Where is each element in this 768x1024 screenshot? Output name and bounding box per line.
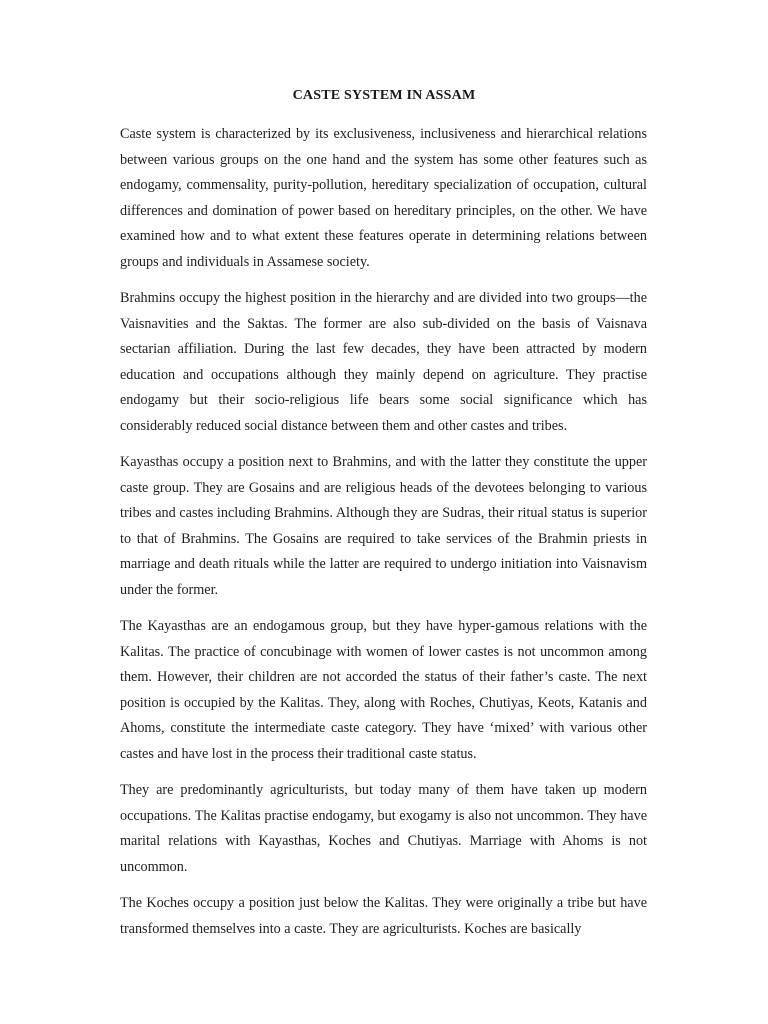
paragraph-2: Brahmins occupy the highest position in the hierarchy and are divided into two groups—the Vaisnavities and the Saktas. The former are also sub-divided on the basis of Vaisnava sectarian affiliation. During the last few decades, they have been attracted by modern education and occupations although they mainly depend on agriculture. They practise endogamy but their socio-religious life bears some social significance which has considerably reduced social distance between them and other castes and tribes. [120, 290, 647, 434]
paragraph-5: They are predominantly agriculturists, but today many of them have taken up modern occupations. The Kalitas practise endogamy, but exogamy is also not uncommon. They have marital relations with Kayasthas, Koches and Chutiyas. Marriage with Ahoms is not uncommon. [120, 782, 647, 875]
paragraph-4: The Kayasthas are an endogamous group, but they have hyper-gamous relations with the Kalitas. The practice of concubinage with women of lower castes is not uncommon among them. However, their children are not accorded the status of their father’s caste. The next position is occupied by the Kalitas. They, along with Roches, Chutiyas, Keots, Katanis and Ahoms, constitute the intermediate caste category. They have ‘mixed’ with various other castes and have lost in the process their traditional caste status. [120, 618, 647, 762]
paragraph-1: Caste system is characterized by its exclusiveness, inclusiveness and hierarchical relations between various groups on the one hand and the system has some other features such as endogamy, commensality, purity-pollution, hereditary specialization of occupation, cultural differences and domination of power based on hereditary principles, on the other. We have examined how and to what extent these features operate in determining relations between groups and individuals in Assamese society. [120, 126, 647, 270]
paragraph-3: Kayasthas occupy a position next to Brahmins, and with the latter they constitute the upper caste group. They are Gosains and are religious heads of the devotees belonging to various tribes and castes including Brahmins. Although they are Sudras, their ritual status is superior to that of Brahmins. The Gosains are required to take services of the Brahmin priests in marriage and death rituals while the latter are required to undergo initiation into Vaisnavism under the former. [120, 454, 647, 598]
document-body [120, 122, 647, 953]
page-title: CASTE SYSTEM IN ASSAM [292, 88, 476, 103]
paragraph-6: The Koches occupy a position just below the Kalitas. They were originally a tribe but have transformed themselves into a caste. They are agriculturists. Koches are basically [120, 895, 647, 937]
